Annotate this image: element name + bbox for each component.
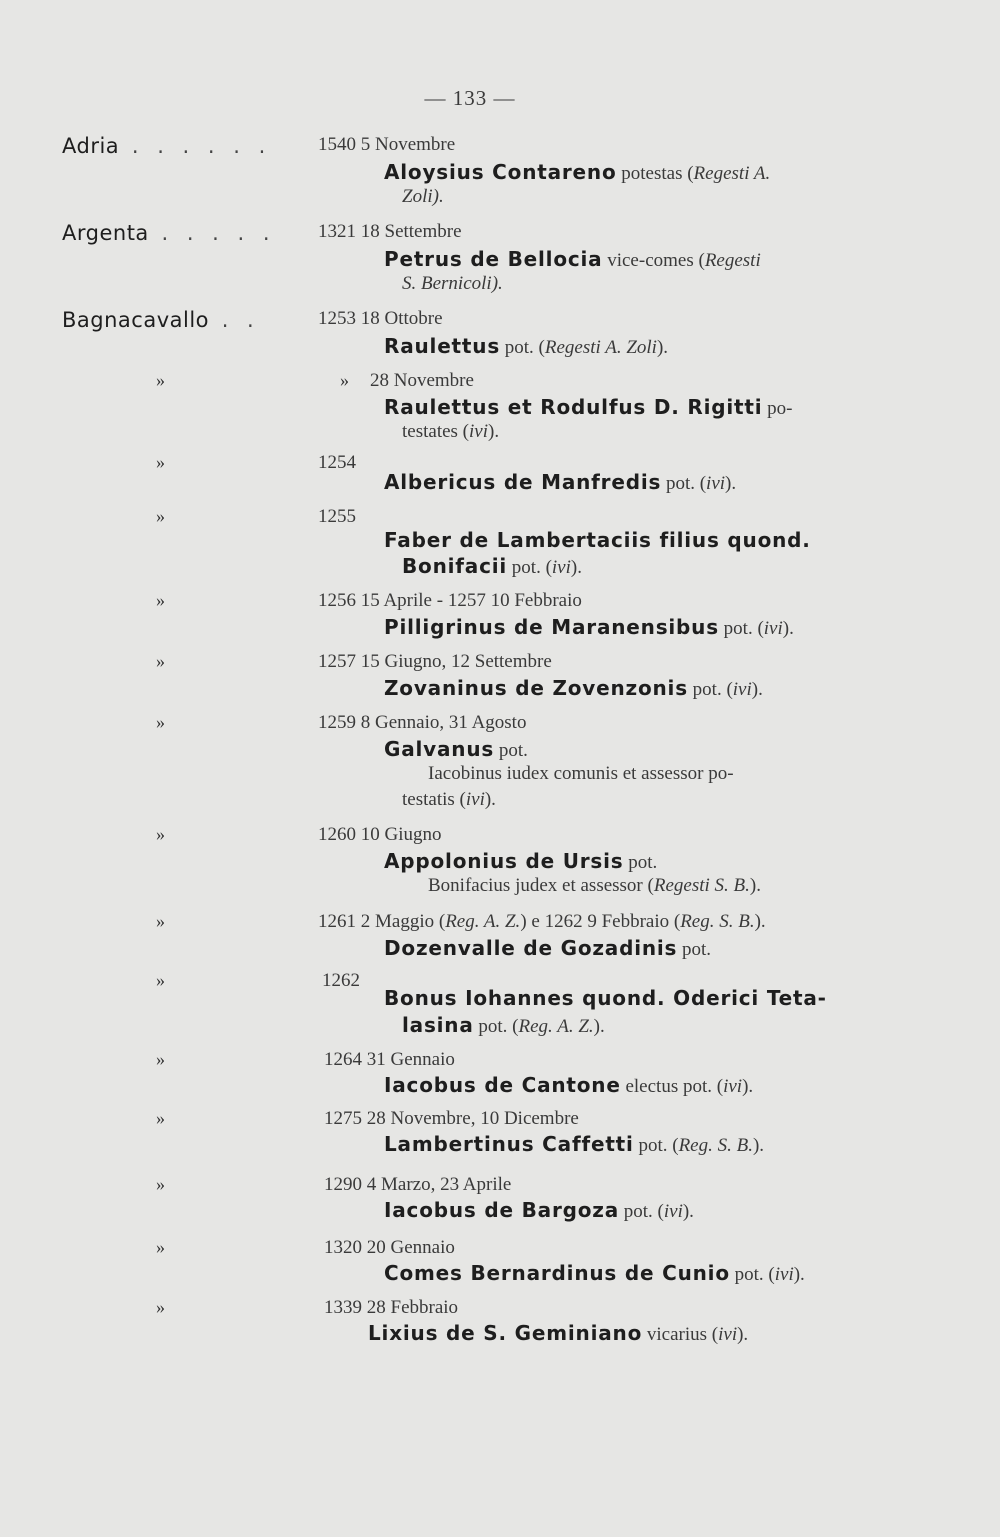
entry-text-cont: testates (ivi). bbox=[402, 421, 500, 442]
ditto-mark: » bbox=[156, 590, 165, 610]
entry-date: 1540 5 Novembre bbox=[318, 134, 456, 155]
ditto-mark: » bbox=[156, 506, 165, 526]
entry-date: 1320 20 Gennaio bbox=[324, 1237, 455, 1258]
entry-date: 1261 2 Maggio (Reg. A. Z.) e 1262 9 Febbraio (Reg. S. B.). bbox=[318, 911, 766, 932]
entry-date: 1339 28 Febbraio bbox=[324, 1297, 459, 1318]
page-number: — 133 — bbox=[424, 86, 516, 110]
ditto-mark: » bbox=[156, 970, 165, 990]
entry-text: Petrus de Bellocia vice-comes (Regesti bbox=[384, 247, 761, 271]
entry-date: 1253 18 Ottobre bbox=[318, 308, 443, 329]
place-name: Argenta . . . . . bbox=[62, 221, 276, 245]
entry-text: Iacobus de Cantone electus pot. (ivi). bbox=[384, 1073, 754, 1097]
ditto-mark: » bbox=[156, 911, 165, 931]
entry-date: 1260 10 Giugno bbox=[318, 824, 442, 845]
ditto-mark: » bbox=[156, 1049, 165, 1069]
entry-date: 1259 8 Gennaio, 31 Agosto bbox=[318, 712, 527, 733]
entry-text: Aloysius Contareno potestas (Regesti A. bbox=[384, 160, 771, 184]
entry-text: Zovaninus de Zovenzonis pot. (ivi). bbox=[384, 676, 763, 700]
ditto-mark: » bbox=[156, 1108, 165, 1128]
entry-date: 1264 31 Gennaio bbox=[324, 1049, 455, 1070]
entry-text-cont: Bonifacii pot. (ivi). bbox=[402, 554, 582, 578]
place-name: Bagnacavallo . . bbox=[62, 308, 260, 332]
ditto-mark: » bbox=[156, 651, 165, 671]
entry-text-cont: lasina pot. (Reg. A. Z.). bbox=[402, 1013, 605, 1037]
ditto-mark: » bbox=[156, 1297, 165, 1317]
entry-year: 1262 bbox=[322, 970, 360, 991]
entry-date: 1257 15 Giugno, 12 Settembre bbox=[318, 651, 552, 672]
entry-text: Lambertinus Caffetti pot. (Reg. S. B.). bbox=[384, 1132, 765, 1156]
ditto-mark: » bbox=[156, 824, 165, 844]
entry-text-cont: Zoli). bbox=[402, 186, 444, 207]
entry-text: Iacobus de Bargoza pot. (ivi). bbox=[384, 1198, 694, 1222]
entry-text: Comes Bernardinus de Cunio pot. (ivi). bbox=[384, 1261, 805, 1285]
entry-year: 1254 bbox=[318, 452, 356, 473]
ditto-mark: » bbox=[340, 370, 349, 390]
ditto-mark: » bbox=[156, 452, 165, 472]
entry-text: Raulettus pot. (Regesti A. Zoli). bbox=[384, 334, 669, 358]
entry-text: Appolonius de Ursis pot. bbox=[384, 849, 658, 873]
ditto-mark: » bbox=[156, 1174, 165, 1194]
ditto-mark: » bbox=[156, 1237, 165, 1257]
entry-date: 28 Novembre bbox=[370, 370, 474, 391]
entry-text: Raulettus et Rodulfus D. Rigitti po- bbox=[384, 395, 793, 419]
entry-text: Pilligrinus de Maranensibus pot. (ivi). bbox=[384, 615, 794, 639]
entry-text: Bonus Iohannes quond. Oderici Teta- bbox=[384, 986, 827, 1010]
entry-text: Dozenvalle de Gozadinis pot. bbox=[384, 936, 712, 960]
entry-text: Lixius de S. Geminiano vicarius (ivi). bbox=[368, 1321, 749, 1345]
entry-text: Albericus de Manfredis pot. (ivi). bbox=[384, 470, 737, 494]
entry-text: Galvanus pot. bbox=[384, 737, 528, 761]
place-name: Adria . . . . . . bbox=[62, 134, 272, 158]
entry-date: 1256 15 Aprile - 1257 10 Febbraio bbox=[318, 590, 582, 611]
ditto-mark: » bbox=[156, 370, 165, 390]
entry-date: 1290 4 Marzo, 23 Aprile bbox=[324, 1174, 512, 1195]
ditto-mark: » bbox=[156, 712, 165, 732]
entry-subtext: Iacobinus iudex comunis et assessor po- bbox=[428, 763, 734, 784]
entry-year: 1255 bbox=[318, 506, 356, 527]
entry-text: Faber de Lambertaciis filius quond. bbox=[384, 528, 811, 552]
entry-date: 1275 28 Novembre, 10 Dicembre bbox=[324, 1108, 579, 1129]
entry-date: 1321 18 Settembre bbox=[318, 221, 462, 242]
entry-text-cont: S. Bernicoli). bbox=[402, 273, 503, 294]
entry-subtext-cont: testatis (ivi). bbox=[402, 789, 496, 810]
entry-subtext: Bonifacius judex et assessor (Regesti S. B.). bbox=[428, 875, 761, 896]
